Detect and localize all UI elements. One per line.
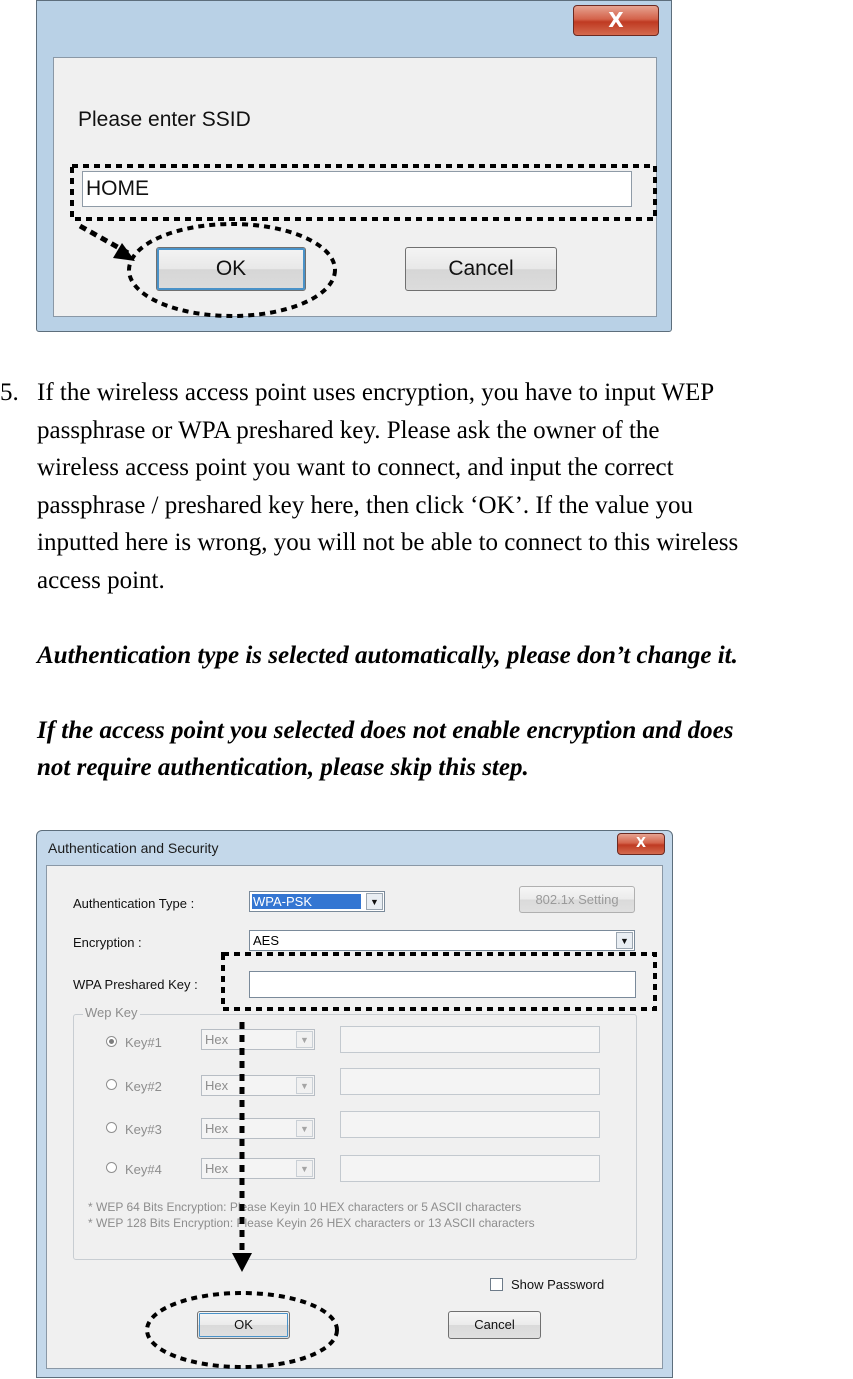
encryption-label: Encryption : — [73, 935, 142, 950]
key4-label: Key#4 — [125, 1162, 162, 1177]
step-line: passphrase / preshared key here, then click ‘OK’. If the value you — [37, 491, 693, 519]
wep128-note: * WEP 128 Bits Encryption: Please Keyin 26 HEX characters or 13 ASCII characters — [88, 1216, 535, 1230]
ssid-prompt: Please enter SSID — [78, 108, 251, 131]
skip-note-line: If the access point you selected does not enable encryption and does — [37, 717, 734, 744]
chevron-down-icon[interactable]: ▼ — [366, 893, 383, 910]
wep64-note: * WEP 64 Bits Encryption: Please Keyin 10 HEX characters or 5 ASCII characters — [88, 1200, 522, 1214]
key1-format-value: Hex — [205, 1032, 229, 1047]
key2-format-value: Hex — [205, 1078, 229, 1093]
key3-label: Key#3 — [125, 1122, 162, 1137]
key4-format-value: Hex — [205, 1161, 229, 1176]
chevron-down-icon[interactable]: ▼ — [616, 932, 633, 949]
key1-label: Key#1 — [125, 1035, 162, 1050]
chevron-down-icon: ▼ — [296, 1160, 313, 1177]
callout-arrowhead-icon — [232, 1253, 252, 1272]
encryption-value: AES — [253, 933, 280, 948]
ok-highlight-circle — [147, 1293, 337, 1367]
step-line: inputted here is wrong, you will not be able to connect to this wireless — [37, 529, 739, 557]
ssid-input[interactable]: HOME — [82, 171, 632, 207]
step-line: passphrase or WPA preshared key. Please ask the owner of the — [37, 416, 660, 444]
cancel-button[interactable]: Cancel — [448, 1311, 541, 1339]
step-line: If the wireless access point uses encryption, you have to input WEP — [37, 379, 715, 406]
show-password-label: Show Password — [511, 1277, 605, 1292]
auth-type-value: WPA-PSK — [252, 894, 361, 909]
ok-highlight-circle — [129, 224, 335, 316]
close-icon: X — [635, 836, 647, 851]
chevron-down-icon: ▼ — [296, 1120, 313, 1137]
ok-button[interactable]: OK — [156, 247, 306, 291]
key3-format-value: Hex — [205, 1121, 229, 1136]
dot1x-setting-button[interactable]: 802.1x Setting — [519, 886, 635, 913]
auth-type-note: Authentication type is selected automatically, please don’t change it. — [37, 642, 738, 669]
chevron-down-icon: ▼ — [296, 1077, 313, 1094]
step-line: wireless access point you want to connect, and input the correct — [37, 454, 674, 482]
psk-highlight-box — [223, 954, 655, 1009]
psk-label: WPA Preshared Key : — [73, 977, 198, 992]
skip-note-line: not require authentication, please skip this step. — [37, 754, 529, 781]
auth-type-label: Authentication Type : — [73, 896, 195, 911]
ok-button[interactable]: OK — [197, 1311, 290, 1339]
step-line: access point. — [37, 566, 165, 594]
cancel-button[interactable]: Cancel — [405, 247, 557, 291]
step-number: 5. — [0, 379, 19, 406]
close-icon: X — [608, 8, 624, 32]
ssid-highlight-box — [72, 166, 655, 219]
dialog-title: Authentication and Security — [48, 840, 219, 856]
wep-group-label: Wep Key — [85, 1005, 138, 1020]
chevron-down-icon: ▼ — [296, 1031, 313, 1048]
key2-label: Key#2 — [125, 1079, 162, 1094]
